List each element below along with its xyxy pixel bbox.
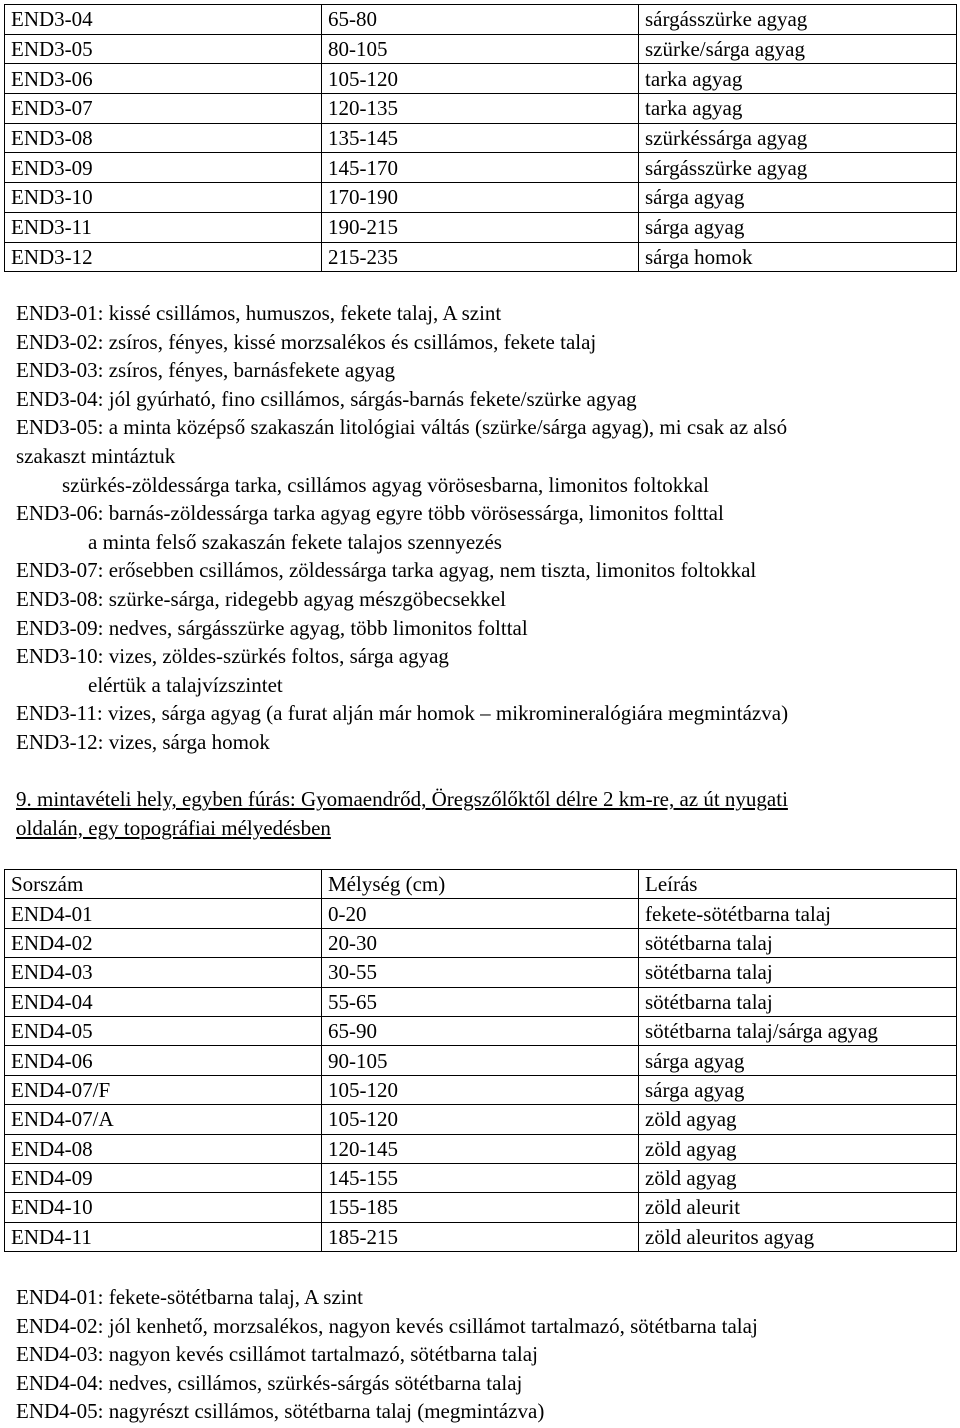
description-cell: sárga homok (639, 242, 957, 272)
depth-cell: 105-120 (322, 1075, 639, 1104)
description-cell: szürke/sárga agyag (639, 34, 957, 64)
note-line: END3-07: erősebben csillámos, zöldessárga tarka agyag, nem tiszta, limonitos foltokkal (16, 558, 757, 583)
depth-cell: 120-145 (322, 1134, 639, 1163)
description-cell: tarka agyag (639, 94, 957, 124)
note-line: END4-05: nagyrészt csillámos, sötétbarna talaj (megmintázva) (16, 1399, 545, 1424)
depth-cell: 65-80 (322, 5, 639, 35)
depth-cell: 30-55 (322, 958, 639, 987)
sample-id-cell: END3-12 (5, 242, 322, 272)
column-header: Mélység (cm) (322, 870, 639, 899)
depth-cell: 170-190 (322, 183, 639, 213)
sample-id-cell: END3-11 (5, 212, 322, 242)
note-line: END3-04: jól gyúrható, fino csillámos, sárgás-barnás fekete/szürke agyag (16, 386, 637, 411)
sample-table-end3 (4, 4, 957, 272)
table-row (5, 1163, 957, 1192)
table-row (5, 1134, 957, 1163)
table-row (5, 212, 957, 242)
depth-cell: 65-90 (322, 1016, 639, 1045)
description-cell: sötétbarna talaj (639, 958, 957, 987)
sample-id-cell: END4-09 (5, 1163, 322, 1192)
sample-id-cell: END3-07 (5, 94, 322, 124)
note-line: END4-04: nedves, csillámos, szürkés-sárgás sötétbarna talaj (16, 1370, 523, 1395)
note-line: END3-09: nedves, sárgásszürke agyag, több limonitos folttal (16, 615, 528, 640)
sample-id-cell: END4-08 (5, 1134, 322, 1163)
depth-cell: 120-135 (322, 94, 639, 124)
description-cell: szürkéssárga agyag (639, 123, 957, 153)
note-line: END3-11: vizes, sárga agyag (a furat alján már homok – mikromineralógiára megmintázva) (16, 701, 789, 726)
table-row (5, 1046, 957, 1075)
table-row (5, 5, 957, 35)
note-line: END3-12: vizes, sárga homok (16, 729, 270, 754)
table-row (5, 34, 957, 64)
sample-id-cell: END4-05 (5, 1016, 322, 1045)
sample-id-cell: END4-02 (5, 928, 322, 957)
table-row (5, 242, 957, 272)
table-row (5, 899, 957, 928)
description-cell: fekete-sötétbarna talaj (639, 899, 957, 928)
table-row (5, 958, 957, 987)
heading-line: oldalán, egy topográfiai mélyedésben (16, 815, 331, 840)
description-cell: sárgásszürke agyag (639, 5, 957, 35)
depth-cell: 155-185 (322, 1193, 639, 1222)
sample-id-cell: END4-11 (5, 1222, 322, 1251)
table-row (5, 183, 957, 213)
heading-line: 9. mintavételi hely, egyben fúrás: Gyomaendrőd, Öregszőlőktől délre 2 km-re, az út nyugati (16, 787, 788, 811)
note-line: END3-05: a minta középső szakaszán litológiai váltás (szürke/sárga agyag), mi csak az alsó (16, 415, 788, 440)
note-line: szürkés-zöldessárga tarka, csillámos agyag vörösesbarna, limonitos foltokkal (62, 472, 709, 497)
table-row (5, 1105, 957, 1134)
depth-cell: 145-155 (322, 1163, 639, 1192)
column-header: Leírás (639, 870, 957, 899)
depth-cell: 20-30 (322, 928, 639, 957)
table-row (5, 123, 957, 153)
table-row (5, 1016, 957, 1045)
depth-cell: 105-120 (322, 64, 639, 94)
column-header: Sorszám (5, 870, 322, 899)
table-row (5, 153, 957, 183)
sample-id-cell: END4-01 (5, 899, 322, 928)
note-line: END4-03: nagyon kevés csillámot tartalmazó, sötétbarna talaj (16, 1342, 538, 1367)
table-header-row (5, 870, 957, 899)
note-line: END4-02: jól kenhető, morzsalékos, nagyon kevés csillámot tartalmazó, sötétbarna talaj (16, 1313, 758, 1338)
sample-id-cell: END4-04 (5, 987, 322, 1016)
depth-cell: 185-215 (322, 1222, 639, 1251)
note-line: END3-01: kissé csillámos, humuszos, fekete talaj, A szint (16, 301, 502, 325)
depth-cell: 55-65 (322, 987, 639, 1016)
description-cell: sötétbarna talaj (639, 987, 957, 1016)
sample-notes-end3 (16, 299, 946, 757)
sample-notes-end4 (16, 1283, 946, 1426)
description-cell: zöld agyag (639, 1105, 957, 1134)
sample-id-cell: END3-10 (5, 183, 322, 213)
description-cell: zöld aleurit (639, 1193, 957, 1222)
sample-id-cell: END3-06 (5, 64, 322, 94)
table-row (5, 1193, 957, 1222)
table-row (5, 94, 957, 124)
depth-cell: 80-105 (322, 34, 639, 64)
description-cell: zöld agyag (639, 1134, 957, 1163)
depth-cell: 105-120 (322, 1105, 639, 1134)
sample-id-cell: END3-08 (5, 123, 322, 153)
note-line: END4-01: fekete-sötétbarna talaj, A szint (16, 1285, 363, 1309)
description-cell: sárgásszürke agyag (639, 153, 957, 183)
sample-id-cell: END4-06 (5, 1046, 322, 1075)
table-row (5, 64, 957, 94)
note-line: szakaszt mintáztuk (16, 443, 176, 468)
note-line: END3-06: barnás-zöldessárga tarka agyag egyre több vörösessárga, limonitos folttal (16, 501, 724, 526)
description-cell: sötétbarna talaj (639, 928, 957, 957)
sample-id-cell: END4-07/A (5, 1105, 322, 1134)
note-line: END3-03: zsíros, fényes, barnásfekete agyag (16, 358, 396, 383)
depth-cell: 0-20 (322, 899, 639, 928)
description-cell: sárga agyag (639, 212, 957, 242)
sample-id-cell: END4-10 (5, 1193, 322, 1222)
description-cell: sárga agyag (639, 1075, 957, 1104)
depth-cell: 135-145 (322, 123, 639, 153)
sample-table-end4 (4, 869, 957, 1252)
sample-id-cell: END3-05 (5, 34, 322, 64)
sample-id-cell: END4-03 (5, 958, 322, 987)
depth-cell: 145-170 (322, 153, 639, 183)
description-cell: sárga agyag (639, 183, 957, 213)
sample-id-cell: END3-09 (5, 153, 322, 183)
description-cell: zöld aleuritos agyag (639, 1222, 957, 1251)
note-line: END3-08: szürke-sárga, ridegebb agyag mészgöbecsekkel (16, 586, 507, 611)
table-row (5, 1222, 957, 1251)
description-cell: tarka agyag (639, 64, 957, 94)
description-cell: sötétbarna talaj/sárga agyag (639, 1016, 957, 1045)
depth-cell: 190-215 (322, 212, 639, 242)
table-row (5, 1075, 957, 1104)
note-line: elértük a talajvízszintet (88, 672, 283, 697)
depth-cell: 215-235 (322, 242, 639, 272)
note-line: END3-02: zsíros, fényes, kissé morzsalékos és csillámos, fekete talaj (16, 329, 597, 354)
section-heading (16, 785, 946, 842)
depth-cell: 90-105 (322, 1046, 639, 1075)
description-cell: zöld agyag (639, 1163, 957, 1192)
note-line: a minta felső szakaszán fekete talajos szennyezés (88, 529, 502, 554)
sample-id-cell: END4-07/F (5, 1075, 322, 1104)
description-cell: sárga agyag (639, 1046, 957, 1075)
sample-id-cell: END3-04 (5, 5, 322, 35)
note-line: END3-10: vizes, zöldes-szürkés foltos, sárga agyag (16, 644, 449, 669)
table-row (5, 987, 957, 1016)
table-row (5, 928, 957, 957)
